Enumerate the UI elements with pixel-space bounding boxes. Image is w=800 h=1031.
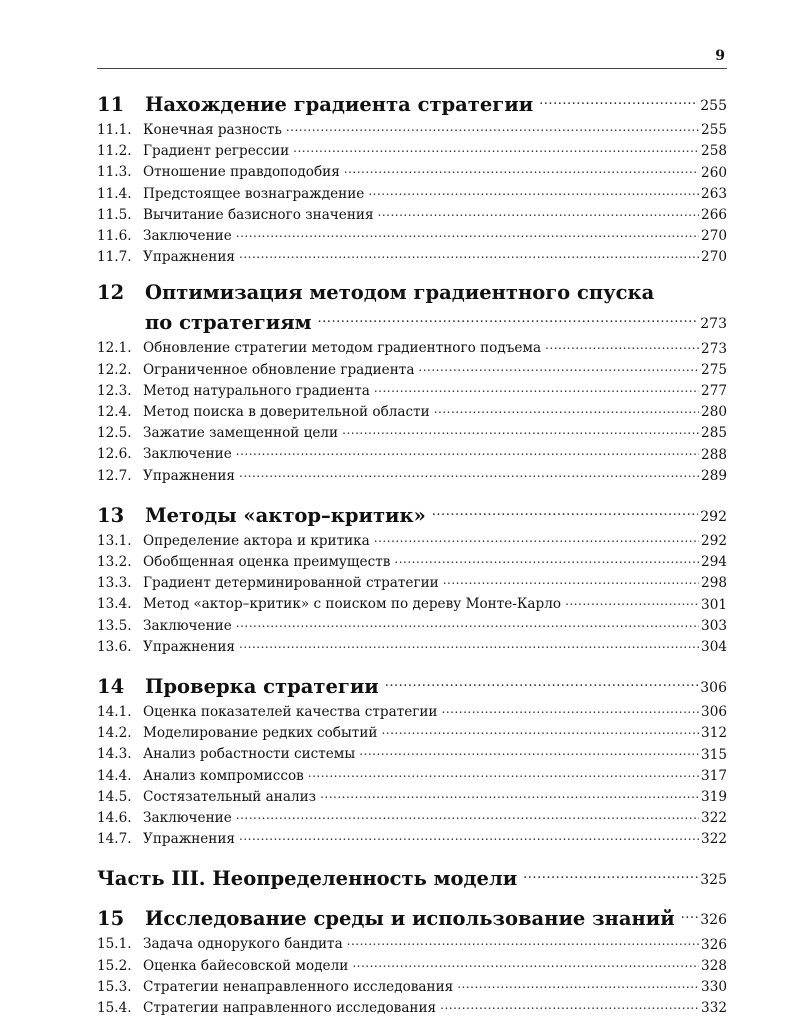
section-title: Оценка байесовской модели [143, 957, 349, 974]
chapter-title: Нахождение градиента стратегии [145, 93, 534, 116]
dot-leader [342, 421, 699, 439]
chapter-title: Исследование среды и использование знаний [145, 907, 675, 931]
chapter-heading-line1[interactable] [97, 280, 727, 306]
section-number: 12.6. [97, 446, 132, 463]
section-number: 15.2. [97, 957, 132, 974]
section-title: Заключение [143, 810, 232, 827]
section-number: 14.7. [97, 831, 132, 848]
chapter-page: 306 [700, 680, 727, 697]
section-number: 14.5. [97, 788, 132, 805]
toc-entry[interactable] [97, 379, 727, 400]
dot-leader [344, 160, 699, 178]
chapter-heading[interactable] [97, 670, 727, 700]
toc-entry[interactable] [97, 358, 727, 379]
section-page: 312 [701, 725, 727, 742]
section-title: Состязательный анализ [143, 788, 317, 805]
section-page: 277 [701, 383, 727, 400]
dot-leader [236, 806, 699, 824]
dot-leader [239, 827, 699, 845]
section-title: Метод «актор–критик» с поиском по дереву Монте-Карло [143, 596, 562, 613]
toc-entry[interactable] [97, 118, 727, 139]
section-number: 12.1. [97, 340, 132, 357]
section-number: 15.1. [97, 936, 132, 953]
section-title: Обновление стратегии методом градиентного подъема [143, 340, 542, 357]
section-page: 304 [701, 639, 727, 656]
section-number: 15.3. [97, 978, 132, 995]
dot-leader [293, 139, 699, 157]
toc-entry[interactable] [97, 550, 727, 571]
section-number: 12.2. [97, 361, 132, 378]
toc-entry[interactable] [97, 764, 727, 785]
dot-leader [539, 88, 698, 114]
section-title: Анализ компромиссов [143, 767, 304, 784]
toc-entry[interactable] [97, 975, 727, 996]
dot-leader [440, 996, 699, 1014]
section-page: 301 [701, 596, 727, 613]
toc-entry[interactable] [97, 336, 727, 357]
dot-leader [681, 902, 699, 928]
section-page: 298 [701, 575, 727, 592]
section-page: 306 [701, 704, 727, 721]
section-page: 280 [701, 404, 727, 421]
toc-entry[interactable] [97, 614, 727, 635]
dot-leader [239, 245, 699, 263]
dot-leader [374, 379, 699, 397]
section-page: 317 [701, 767, 727, 784]
toc-entry[interactable] [97, 700, 727, 721]
dot-leader [394, 550, 699, 568]
chapter-number: 14 [97, 675, 125, 699]
dot-leader [320, 785, 699, 803]
dot-leader [442, 700, 700, 718]
chapter-15 [97, 902, 727, 1017]
section-number: 11.7. [97, 249, 132, 266]
toc-entry[interactable] [97, 932, 727, 953]
dot-leader [239, 464, 699, 482]
toc-entry[interactable] [97, 182, 727, 203]
section-title: Градиент детерминированной стратегии [143, 575, 439, 592]
chapter-number: 15 [97, 907, 125, 931]
part-heading[interactable] [97, 862, 727, 892]
chapter-page: 273 [700, 316, 727, 333]
section-title: Стратегии направленного исследования [143, 1000, 437, 1017]
dot-leader [378, 203, 700, 221]
section-page: 266 [701, 207, 727, 224]
section-number: 15.4. [97, 1000, 132, 1017]
dot-leader [381, 721, 699, 739]
dot-leader [352, 954, 699, 972]
toc-entry[interactable] [97, 203, 727, 224]
section-page: 260 [701, 164, 727, 181]
chapter-12 [97, 280, 727, 484]
chapter-page: 255 [700, 98, 727, 114]
toc-entry[interactable] [97, 160, 727, 181]
toc-entry[interactable] [97, 996, 727, 1017]
toc-entry[interactable] [97, 827, 727, 848]
section-number: 13.6. [97, 638, 132, 655]
section-page: 330 [701, 979, 727, 996]
section-page: 270 [701, 228, 727, 245]
dot-leader [385, 670, 699, 696]
chapter-number: 12 [97, 281, 125, 305]
section-title: Отношение правдоподобия [143, 164, 340, 181]
section-page: 322 [701, 831, 727, 848]
toc-entry[interactable] [97, 785, 727, 806]
section-number: 12.4. [97, 404, 132, 421]
section-page: 326 [701, 936, 727, 953]
dot-leader [434, 400, 699, 418]
section-number: 11.5. [97, 206, 132, 223]
section-page: 289 [701, 467, 727, 484]
section-number: 13.1. [97, 532, 132, 549]
toc-entry[interactable] [97, 954, 727, 975]
section-title: Обобщенная оценка преимуществ [143, 554, 391, 571]
toc-entry[interactable] [97, 245, 727, 266]
chapter-heading[interactable] [97, 88, 727, 118]
dot-leader [432, 499, 698, 525]
dot-leader [286, 118, 699, 136]
dot-leader [368, 182, 699, 200]
section-page: 303 [701, 617, 727, 634]
section-number: 13.2. [97, 554, 132, 571]
section-title: Зажатие замещенной цели [143, 425, 339, 442]
toc-entry[interactable] [97, 592, 727, 613]
section-page: 258 [701, 143, 727, 160]
toc-entry[interactable] [97, 529, 727, 550]
section-number: 13.3. [97, 575, 132, 592]
chapter-heading[interactable] [97, 902, 727, 932]
section-page: 288 [701, 446, 727, 463]
section-title: Заключение [143, 446, 232, 463]
section-page: 294 [701, 554, 727, 571]
chapter-page: 326 [700, 912, 727, 929]
dot-leader [318, 306, 699, 332]
section-page: 255 [701, 122, 727, 139]
section-title: Предстоящее вознаграждение [143, 185, 365, 202]
header-rule [97, 68, 727, 69]
dot-leader [523, 862, 698, 888]
table-of-contents [97, 88, 727, 1031]
toc-entry[interactable] [97, 421, 727, 442]
section-page: 285 [701, 425, 727, 442]
section-number: 14.2. [97, 725, 132, 742]
section-page: 328 [701, 957, 727, 974]
chapter-14 [97, 670, 727, 848]
section-page: 332 [701, 1000, 727, 1017]
section-title: Упражнения [143, 638, 235, 655]
section-number: 11.4. [97, 185, 132, 202]
chapter-heading[interactable] [97, 499, 727, 529]
dot-leader [545, 336, 699, 354]
toc-entry[interactable] [97, 224, 727, 245]
chapter-page: 292 [700, 508, 727, 525]
dot-leader [418, 358, 699, 376]
toc-entry[interactable] [97, 721, 727, 742]
chapter-title-line2: по стратегиям [145, 311, 312, 335]
section-title: Оценка показателей качества стратегии [143, 704, 438, 721]
section-title: Заключение [143, 617, 232, 634]
toc-entry[interactable] [97, 635, 727, 656]
toc-entry[interactable] [97, 139, 727, 160]
section-page: 273 [701, 340, 727, 357]
section-number: 14.1. [97, 704, 132, 721]
section-number: 14.6. [97, 810, 132, 827]
chapter-title-line1: Оптимизация методом градиентного спуска [145, 281, 655, 305]
chapter-number: 13 [97, 503, 125, 527]
dot-leader [236, 614, 699, 632]
section-title: Ограниченное обновление градиента [143, 361, 415, 378]
section-title: Градиент регрессии [143, 143, 290, 160]
section-title: Конечная разность [143, 122, 282, 138]
section-page: 315 [701, 746, 727, 763]
dot-leader [236, 224, 699, 242]
page-number: 9 [715, 48, 725, 64]
section-number: 12.5. [97, 425, 132, 442]
chapter-11 [97, 88, 727, 266]
chapter-title: Проверка стратегии [145, 675, 379, 699]
section-number: 11.6. [97, 228, 132, 245]
section-page: 319 [701, 789, 727, 806]
toc-entry[interactable] [97, 742, 727, 763]
toc-entry[interactable] [97, 806, 727, 827]
section-page: 292 [701, 533, 727, 550]
section-title: Упражнения [143, 467, 235, 484]
section-title: Задача однорукого бандита [143, 936, 343, 953]
part-title: Часть III. Неопределенность модели [97, 867, 518, 891]
section-title: Заключение [143, 228, 232, 245]
dot-leader [359, 742, 699, 760]
section-number: 14.4. [97, 767, 132, 784]
chapter-title: Методы «актор–критик» [145, 503, 426, 527]
dot-leader [457, 975, 699, 993]
section-title: Моделирование редких событий [143, 725, 378, 742]
section-number: 13.5. [97, 617, 132, 634]
dot-leader [308, 764, 699, 782]
section-title: Упражнения [143, 831, 235, 848]
chapter-heading-line2[interactable] [97, 306, 727, 336]
section-number: 14.3. [97, 746, 132, 763]
toc-entry[interactable] [97, 442, 727, 463]
section-title: Вычитание базисного значения [143, 206, 374, 223]
section-title: Стратегии ненаправленного исследования [143, 978, 454, 995]
toc-entry[interactable] [97, 464, 727, 485]
section-number: 11.3. [97, 164, 132, 181]
section-number: 13.4. [97, 596, 132, 613]
section-title: Анализ робастности системы [143, 746, 356, 763]
section-title: Метод поиска в доверительной области [143, 404, 430, 421]
dot-leader [565, 592, 699, 610]
section-title: Упражнения [143, 249, 235, 266]
section-page: 263 [701, 185, 727, 202]
section-number: 11.2. [97, 143, 132, 160]
chapter-13 [97, 499, 727, 656]
toc-entry[interactable] [97, 571, 727, 592]
section-number: 11.1. [97, 122, 132, 138]
section-page: 270 [701, 249, 727, 266]
section-number: 12.7. [97, 467, 132, 484]
dot-leader [239, 635, 699, 653]
dot-leader [236, 442, 699, 460]
part-page: 325 [700, 872, 727, 889]
toc-entry[interactable] [97, 400, 727, 421]
dot-leader [347, 932, 699, 950]
chapter-number: 11 [97, 93, 125, 116]
section-title: Определение актора и критика [143, 532, 370, 549]
section-title: Метод натурального градиента [143, 382, 370, 399]
section-number: 12.3. [97, 382, 132, 399]
dot-leader [443, 571, 699, 589]
dot-leader [374, 529, 699, 547]
section-page: 275 [701, 361, 727, 378]
section-page: 322 [701, 810, 727, 827]
